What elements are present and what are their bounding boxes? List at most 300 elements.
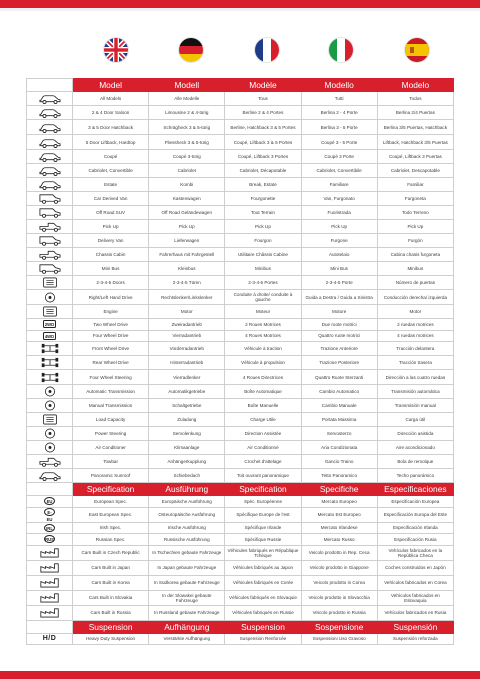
table-cell: European Spec. [73,496,149,508]
table-cell: 2 & 4 Door Saloon [73,106,149,120]
icon-cell [27,590,73,605]
table-cell: In Tschechien gebaute Fahrzeuge [149,545,225,560]
table-cell: Due ruote motrici [301,319,377,331]
engine-icon [39,305,61,318]
table-cell: Toit ouvrant panoramique [225,469,301,483]
icon-cell [27,469,73,483]
icon-cell [27,290,73,305]
table-cell: Tout Terrain [225,206,301,220]
table-cell: Gancio Traino [301,455,377,469]
table-cell: Zweiradantrieb [149,319,225,331]
rear-wheel-drive-icon [39,356,61,369]
hatchback-icon [39,121,61,134]
table-cell: Coupé [73,150,149,164]
icon-cell [27,560,73,575]
table-cell: Hinterradantrieb [149,356,225,370]
table-cell: Berline 2 & 4 Portes [225,106,301,120]
air-conditioner-icon [39,441,61,454]
table-cell: Coches construidos en Japón [377,560,453,575]
table-cell: Automatic Transmission [73,385,149,399]
four-wheel-drive-icon: 4WD [44,333,55,339]
table-cell: Moteur [225,305,301,319]
icon-cell [27,370,73,385]
table-cell: Kastenwagen [149,192,225,206]
table-cell: Boîte Automatique [225,385,301,399]
table-cell: Portata Massima [301,413,377,427]
eu-badge-icon: EU [44,497,55,505]
table-cell: Todo Terreno [377,206,453,220]
table-cell: Coupé, Liftback 3 Puertas [377,150,453,164]
model-header-4: Modelo [377,79,453,92]
table-row [27,590,454,605]
table-cell: Cars Built in Czech Republic [73,545,149,560]
table-cell: Fourgonette [225,192,301,206]
specification-header-row [27,483,454,496]
table-cell: Coupé 3 Porte [301,150,377,164]
table-row [27,605,454,620]
table-cell: Transmisión automática [377,385,453,399]
spain-flag-icon [405,38,429,62]
table-cell: Berlina 3/5 Puertas, Hatchback [377,120,453,135]
table-row [27,164,454,178]
icon-cell [27,305,73,319]
table-cell: Cabriolet, Convertibile [301,164,377,178]
table-cell: Automatikgetriebe [149,385,225,399]
table-cell: 2-3-4-5 Doors [73,276,149,290]
table-cell: Vorderradantrieb [149,342,225,356]
table-cell: Vehículos fabricados en la República Checa [377,545,453,560]
automatic-transmission-icon [39,385,61,398]
specification-header-3: Specifiche [301,483,377,496]
icon-cell [27,441,73,455]
two-wheel-drive-icon: 2WD [44,322,55,328]
table-cell: Sospensioni Uso Gravoso [301,633,377,645]
icon-cell [27,427,73,441]
icon-cell [27,522,73,534]
table-cell: Mini Bus [301,262,377,276]
table-cell: Cabriolet, Descapotable [377,164,453,178]
table-row [27,370,454,385]
table-cell: Conducción derecha/ izquierda [377,290,453,305]
icon-cell [27,330,73,342]
table-row [27,262,454,276]
four-wheel-steering-icon [39,371,61,384]
icon-cell [27,234,73,248]
table-row [27,150,454,164]
saloon-icon [39,106,61,119]
towbar-icon [39,455,61,468]
east-eu-badge-icon: E-EU [44,508,55,516]
icon-cell [27,319,73,331]
icon-cell [27,276,73,290]
table-cell: Quattro Ruote Sterzanti [301,370,377,385]
table-cell: Mercato Irlandese [301,522,377,534]
table-cell: Familiare [301,178,377,192]
table-cell: Mini Bus [73,262,149,276]
table-cell: Front Wheel Drive [73,342,149,356]
table-cell: Off Road SUV [73,206,149,220]
table-cell: Charge Utile [225,413,301,427]
table-cell: Limousine 2 & 4-türig [149,106,225,120]
table-cell: Europäische Ausführung [149,496,225,508]
table-cell: Fahrerhaus mit Fahrgestell [149,248,225,262]
suspension-header-2: Suspension [225,620,301,633]
table-cell: Air Conditioner [73,441,149,455]
table-row [27,120,454,135]
icon-cell [27,206,73,220]
table-cell: In Russland gebaute Fahrzeuge [149,605,225,620]
estate-icon [39,178,61,191]
table-row [27,192,454,206]
header-icon-cell [27,483,73,496]
factory-cz-icon [39,546,61,559]
table-row [27,507,454,522]
table-row [27,385,454,399]
table-cell: Russian Spec. [73,534,149,546]
table-cell: Veicolo prodotto in Giappone [301,560,377,575]
table-cell: Véhicule à traction [225,342,301,356]
table-cell: Véhicules fabriqués en Slovaquie [225,590,301,605]
table-cell: Right/Left Hand Drive [73,290,149,305]
table-cell: Panoramic Sunroof [73,469,149,483]
table-cell: Especificación Europa del Este [377,507,453,522]
table-cell: Cars Built in Japan [73,560,149,575]
table-row [27,545,454,560]
factory-kr-icon [39,576,61,589]
table-cell: Russische Ausführung [149,534,225,546]
table-cell: Air Conditionné [225,441,301,455]
table-cell: Cars Built in Korea [73,575,149,590]
table-cell: Liftback, Hatchback 3/5 Puertas [377,135,453,150]
table-row [27,469,454,483]
table-cell: 2 Roues Motrices [225,319,301,331]
table-cell: Minibus [225,262,301,276]
table-cell: Pick Up [301,220,377,234]
table-cell: Verstärkte Aufhängung [149,633,225,645]
factory-sk-icon [39,591,61,604]
icon-cell [27,633,73,645]
table-row [27,399,454,413]
germany-flag-icon [179,38,203,62]
header-icon-cell [27,620,73,633]
icon-cell [27,545,73,560]
table-cell: Vierradlenker [149,370,225,385]
table-cell: Véhicules fabriqués en Corée [225,575,301,590]
table-cell: Direction Assistée [225,427,301,441]
table-cell: Motor [377,305,453,319]
table-row [27,234,454,248]
table-cell: In der Slowakei gebaute Fahrzeuge [149,590,225,605]
specification-header-0: Specification [73,483,149,496]
icon-cell [27,192,73,206]
panoramic-sunroof-icon [39,469,61,482]
table-cell: Klimaanlage [149,441,225,455]
table-cell: Tracción delantera [377,342,453,356]
table-cell: Schiebedach [149,469,225,483]
suspension-header-3: Sospensione [301,620,377,633]
table-cell: Cars Built in Russia [73,605,149,620]
table-row [27,290,454,305]
table-row [27,441,454,455]
table-row [27,455,454,469]
suspension-header-4: Suspensión [377,620,453,633]
table-cell: Cars Built in Slovakia [73,590,149,605]
table-row [27,427,454,441]
table-cell: Trazione Anteriore [301,342,377,356]
table-cell: Tous [225,92,301,106]
table-cell: Veicolo prodotto in Rep. Ceca [301,545,377,560]
icon-cell [27,135,73,150]
table-cell: Spécifique Irlande [225,522,301,534]
table-cell: Especificación Rusia [377,534,453,546]
table-cell: Veicolo prodotto in Slovacchia [301,590,377,605]
icon-cell [27,385,73,399]
table-cell: Furgone [301,234,377,248]
table-cell: 5 Door Liftback, Hardtop [73,135,149,150]
table-cell: Autotelaio [301,248,377,262]
table-cell: Especificación Europea [377,496,453,508]
table-cell: Utilitaire Châssis Cabine [225,248,301,262]
table-cell: Número de puertas [377,276,453,290]
table-cell: Servolenkung [149,427,225,441]
icon-cell [27,342,73,356]
load-capacity-icon [39,413,61,426]
icon-cell [27,262,73,276]
heavy-duty-icon: H/D [42,635,57,643]
power-steering-icon [39,427,61,440]
table-cell: Mercato Europeo [301,496,377,508]
table-cell: Suspensión reforzada [377,633,453,645]
icon-cell [27,150,73,164]
table-cell: Estate [73,178,149,192]
table-cell: Engine [73,305,149,319]
icon-cell [27,356,73,370]
table-cell: Schaltgetriebe [149,399,225,413]
steering-side-icon [39,291,61,304]
all-models-icon [39,92,61,105]
table-cell: Cabriolet, Décapotable [225,164,301,178]
table-cell: Servosterzo [301,427,377,441]
table-cell: Motore [301,305,377,319]
specification-header-2: Specification [225,483,301,496]
table-cell: Tracción trasera [377,356,453,370]
model-code-table [26,78,454,645]
icon-cell [27,164,73,178]
uk-flag-icon [104,38,128,62]
table-cell: Coupé 3 - 5 Porte [301,135,377,150]
table-cell: Furgón [377,234,453,248]
table-cell: Familiar [377,178,453,192]
front-wheel-drive-icon [39,342,61,355]
coupe-icon [39,150,61,163]
table-cell: Pick Up [149,220,225,234]
table-cell: Especificación Irlanda [377,522,453,534]
table-cell: Guida a Destra / Guida a Sinistra [301,290,377,305]
table-cell: Spécifique Russie [225,534,301,546]
table-cell: Heavy Duty Suspension [73,633,149,645]
icon-cell [27,92,73,106]
table-cell: Cabriolet [149,164,225,178]
table-row [27,248,454,262]
icon-cell [27,248,73,262]
icon-cell [27,220,73,234]
table-cell: Fourgon [225,234,301,248]
table-cell: Lieferwagen [149,234,225,248]
table-cell: All Models [73,92,149,106]
table-cell: Todos [377,92,453,106]
table-row [27,305,454,319]
table-cell: Boîte Manuelle [225,399,301,413]
factory-ru-icon [39,606,61,619]
table-cell: 4 Roues Directrices [225,370,301,385]
model-header-2: Modèle [225,79,301,92]
table-cell: 3 & 5 Door Hatchback [73,120,149,135]
table-row [27,206,454,220]
icon-cell [27,605,73,620]
table-cell: Tutti [301,92,377,106]
table-cell: Load Capacity [73,413,149,427]
table-cell: Berlina 2 - 4 Porte [301,106,377,120]
table-cell: Osteuropäische Ausführung [149,507,225,522]
off-road-suv-icon [39,206,61,219]
mini-bus-icon [39,262,61,275]
table-cell: East European Spec. [73,507,149,522]
table-cell: Irische Ausführung [149,522,225,534]
chassis-cabin-icon [39,248,61,261]
table-cell: Towbar [73,455,149,469]
table-cell: Vehículos fabricados en Eslovaquia [377,590,453,605]
table-cell: Irish Spec. [73,522,149,534]
table-cell: Vierradantrieb [149,330,225,342]
icon-cell [27,455,73,469]
table-cell: Vehículos fabricados en Corea [377,575,453,590]
table-row [27,496,454,508]
table-row [27,319,454,331]
delivery-van-icon [39,234,61,247]
table-cell: Bola de remolque [377,455,453,469]
icon-cell [27,575,73,590]
table-cell: Spéc. Européenne [225,496,301,508]
table-row [27,342,454,356]
suspension-header-row [27,620,454,633]
table-cell: Berlina 2/4 Puertas [377,106,453,120]
icon-cell [27,507,73,522]
table-row [27,276,454,290]
table-cell: Cabina chasis furgoneta [377,248,453,262]
table-cell: Mercato Russo [301,534,377,546]
table-cell: Véhicules fabriqués au Japon [225,560,301,575]
icon-cell [27,178,73,192]
france-flag-icon [255,38,279,62]
factory-jp-icon [39,561,61,574]
table-cell: Suspension Renforcée [225,633,301,645]
table-cell: Fliessheck 3 & 5-türig [149,135,225,150]
table-row [27,330,454,342]
table-row [27,92,454,106]
table-cell: Trazione Posteriore [301,356,377,370]
table-row [27,135,454,150]
suspension-header-0: Suspension [73,620,149,633]
manual-transmission-icon [39,399,61,412]
table-cell: Quattro ruote motrici [301,330,377,342]
table-cell: Manual Transmission [73,399,149,413]
icon-cell [27,534,73,546]
table-row [27,220,454,234]
language-flags [0,38,480,66]
italy-flag-icon [329,38,353,62]
table-row [27,356,454,370]
table-cell: Vehículos fabricados en Rusia [377,605,453,620]
table-cell: Tetto Panoramico [301,469,377,483]
header-icon-cell [27,79,73,92]
table-cell: Crochet d'attelage [225,455,301,469]
bottom-accent-bar [0,671,480,679]
model-header-1: Modell [149,79,225,92]
icon-cell [27,399,73,413]
table-cell: Aria Condizionata [301,441,377,455]
table-cell: Cabriolet, Convertible [73,164,149,178]
table-cell: Anhängerkupplung [149,455,225,469]
table-cell: Coupé, Liftback 3 Portes [225,150,301,164]
table-cell: Spécifique Europe de l'est [225,507,301,522]
table-cell: Pick Up [225,220,301,234]
table-cell: Véhicule à propulsion [225,356,301,370]
table-cell: Veicolo prodotto in Corea [301,575,377,590]
table-cell: 2-3-4-5 Türen [149,276,225,290]
table-cell: Cambio Manuale [301,399,377,413]
table-cell: Alle Modelle [149,92,225,106]
table-cell: Techo panorámico [377,469,453,483]
table-cell: Zuladung [149,413,225,427]
table-cell: Véhicules fabriqués en Russie [225,605,301,620]
table-cell: 4 ruedas motrices [377,330,453,342]
table-cell: Motor [149,305,225,319]
icon-cell [27,120,73,135]
convertible-icon [39,164,61,177]
table-cell: Aire acondicionado [377,441,453,455]
table-cell: Schrägheck 3 & 5-türig [149,120,225,135]
table-cell: Off Road Geländewagen [149,206,225,220]
table-cell: Chassis Cabin [73,248,149,262]
table-cell: Rear Wheel Drive [73,356,149,370]
table-row [27,534,454,546]
table-row [27,633,454,645]
table-cell: Pick Up [73,220,149,234]
icon-cell [27,106,73,120]
table-row [27,413,454,427]
specification-header-4: Especificaciones [377,483,453,496]
table-cell: Four Wheel Steering [73,370,149,385]
doors-icon [39,276,61,289]
table-cell: Veicolo prodotto in Russia [301,605,377,620]
table-cell: Dirección asistida [377,427,453,441]
table-cell: 2-3-4-5 Porte [301,276,377,290]
top-accent-bar [0,0,480,8]
rus-badge-icon: RUS [45,537,54,543]
table-cell: Two Wheel Drive [73,319,149,331]
table-cell: Berlina 3 - 5 Porte [301,120,377,135]
table-cell: Conduite à droite/ conduite à gauche [225,290,301,305]
table-cell: Kleinbus [149,262,225,276]
irl-badge-icon: IRL [44,524,55,532]
table-cell: Dirección a las cuatro ruedas [377,370,453,385]
suspension-header-1: Aufhängung [149,620,225,633]
table-cell: In Japan gebaute Fahrzeuge [149,560,225,575]
icon-cell [27,413,73,427]
table-cell: Kombi [149,178,225,192]
table-cell: Delivery Van [73,234,149,248]
table-cell: Furgoneta [377,192,453,206]
